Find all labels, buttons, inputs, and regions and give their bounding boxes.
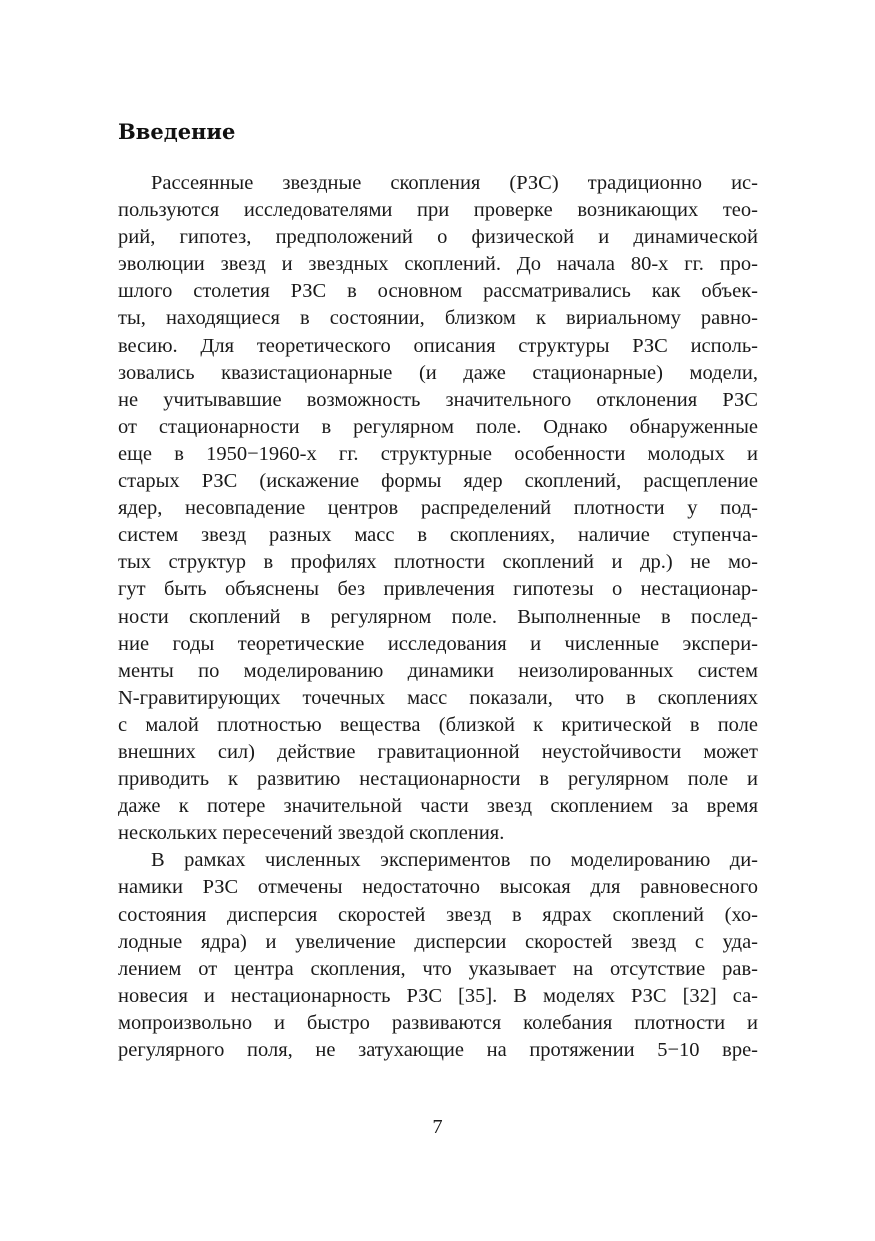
text-line: внешних сил) действие гравитационной неустойчивости может <box>118 740 758 763</box>
paragraph-1 <box>118 170 758 847</box>
text-line: шлого столетия РЗС в основном рассматривались как объек- <box>118 280 758 303</box>
text-line: не учитывавшие возможность значительного отклонения РЗС <box>118 388 758 411</box>
text-line: лением от центра скопления, что указывает на отсутствие рав- <box>118 957 758 980</box>
text-line: регулярного поля, не затухающие на протяжении 5−10 вре- <box>118 1039 758 1061</box>
text-line: гут быть объяснены без привлечения гипотезы о нестационар- <box>118 578 758 601</box>
text-line: от стационарности в регулярном поле. Однако обнаруженные <box>118 415 758 438</box>
text-line: тых структур в профилях плотности скоплений и др.) не мо- <box>118 551 758 574</box>
text-line: эволюции звезд и звездных скоплений. До начала 80-х гг. про- <box>118 253 758 276</box>
text-line: Рассеянные звездные скопления (РЗС) традиционно ис- <box>151 172 758 194</box>
text-line: мопроизвольно и быстро развиваются колебания плотности и <box>118 1011 758 1034</box>
text-line: приводить к развитию нестационарности в регулярном поле и <box>118 768 758 791</box>
text-line: ядер, несовпадение центров распределений плотности у под- <box>118 497 758 520</box>
text-line: весию. Для теоретического описания структуры РЗС исполь- <box>118 334 758 357</box>
text-line: ты, находящиеся в состоянии, близком к вириальному равно- <box>118 307 758 330</box>
text-line: нескольких пересечений звездой скопления. <box>118 822 505 845</box>
text-line: намики РЗС отмечены недостаточно высокая для равновесного <box>118 876 758 899</box>
text-line: пользуются исследователями при проверке возникающих тео- <box>118 199 758 222</box>
text-line: ности скоплений в регулярном поле. Выполненные в послед- <box>118 605 758 628</box>
section-heading: Введение <box>118 119 236 144</box>
text-line: еще в 1950−1960-х гг. структурные особенности молодых и <box>118 442 758 465</box>
text-line: состояния дисперсия скоростей звезд в ядрах скоплений (хо- <box>118 903 758 926</box>
text-line: менты по моделированию динамики неизолированных систем <box>118 659 758 682</box>
text-line: N-гравитирующих точечных масс показали, что в скоплениях <box>118 686 758 709</box>
text-line: рий, гипотез, предположений о физической и динамической <box>118 226 758 249</box>
paragraph-2 <box>118 847 758 1064</box>
text-line: зовались квазистационарные (и даже стационарные) модели, <box>118 361 758 384</box>
text-line: лодные ядра) и увеличение дисперсии скоростей звезд с уда- <box>118 930 758 953</box>
text-line: ние годы теоретические исследования и численные экспери- <box>118 632 758 655</box>
page-number: 7 <box>432 1116 443 1138</box>
text-line: В рамках численных экспериментов по моделированию ди- <box>151 849 758 872</box>
page-body <box>118 170 758 1064</box>
text-line: с малой плотностью вещества (близкой к критической в поле <box>118 713 758 736</box>
text-line: даже к потере значительной части звезд скоплением за время <box>118 795 758 818</box>
text-line: систем звезд разных масс в скоплениях, наличие ступенча- <box>118 524 758 547</box>
text-line: новесия и нестационарность РЗС [35]. В моделях РЗС [32] са- <box>118 984 758 1007</box>
text-line: старых РЗС (искажение формы ядер скоплений, расщепление <box>118 470 758 493</box>
